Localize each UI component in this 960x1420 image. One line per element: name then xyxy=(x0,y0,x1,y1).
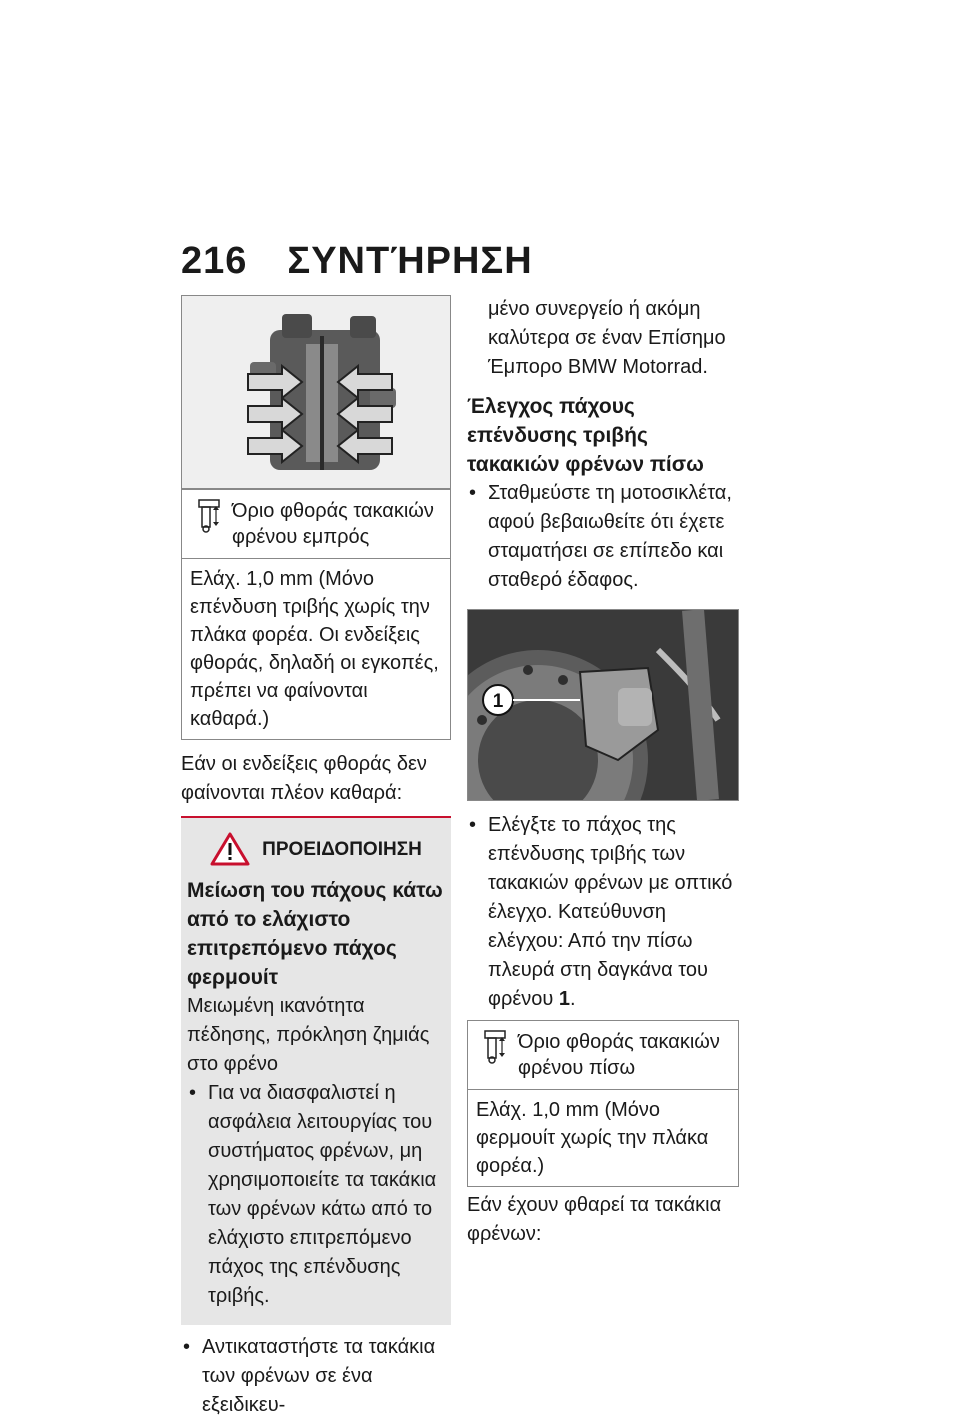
right-column xyxy=(467,295,739,1249)
figure-callout-1: 1 xyxy=(492,691,504,712)
warning-heading: Μείωση του πάχους κάτω από το ελάχιστο επιτρεπόμενο πάχος φερμουίτ xyxy=(187,879,443,989)
front-caliper-figure xyxy=(181,295,451,489)
front-wear-limit-box xyxy=(181,489,451,740)
rear-wear-limit-box xyxy=(467,1020,739,1187)
right-after-spec-text: Εάν έχουν φθαρεί τα τακάκια φρένων: xyxy=(467,1194,722,1245)
replace-pads-bullet: • Αντικαταστήστε τα τακάκια των φρένων σε ένα εξειδικευ- xyxy=(181,1333,451,1420)
check-thickness-bullet: • Ελέγξτε το πάχος της επένδυσης τριβής των τακακιών φρένων με οπτικό έλεγχο. Κατεύθυνση ελέγχου: Από την πίσω πλευρά στη δαγκάνα του φρένου 1. xyxy=(467,811,739,1014)
check-ref-number: 1 xyxy=(558,988,571,1010)
chapter-title: ΣΥΝΤΉΡΗΣΗ xyxy=(287,240,533,282)
rear-section-heading: Έλεγχος πάχους επένδυσης τριβής τακακιών φρένων πίσω xyxy=(467,395,704,476)
warning-triangle-icon xyxy=(210,832,250,866)
rear-caliper-photo xyxy=(468,610,738,800)
wear-gauge-icon xyxy=(482,1029,508,1065)
rear-wear-limit-label: Όριο φθοράς τακακιών φρένου πίσω xyxy=(518,1031,720,1079)
front-wear-limit-value: Ελάχ. 1,0 mm (Μόνο επένδυση τριβής χωρίς την πλάκα φορέα. Οι ενδείξεις φθοράς, δηλαδή οι εγκοπές, πρέπει να φαίνονται καθαρά.) xyxy=(190,568,439,730)
warning-box xyxy=(181,816,451,1325)
wear-gauge-icon xyxy=(196,498,222,534)
rear-caliper-figure xyxy=(467,609,739,801)
front-wear-limit-label: Όριο φθοράς τακακιών φρένου εμπρός xyxy=(232,500,434,548)
page-number: 216 xyxy=(181,240,248,282)
rear-wear-limit-value: Ελάχ. 1,0 mm (Μόνο φερμουίτ χωρίς την πλάκα φορέα.) xyxy=(476,1099,709,1177)
left-column xyxy=(181,295,451,1420)
front-caliper-illustration xyxy=(182,296,450,488)
park-bullet: • Σταθμεύστε τη μοτοσικλέτα, αφού βεβαιωθείτε ότι έχετε σταματήσει σε επίπεδο και σταθερό έδαφος. xyxy=(467,479,739,595)
replace-pads-continued: μένο συνεργείο ή ακόμη καλύτερα σε έναν Επίσημο Έμπορο BMW Motorrad. xyxy=(488,298,726,378)
left-after-spec-text: Εάν οι ενδείξεις φθοράς δεν φαίνονται πλέον καθαρά: xyxy=(181,753,427,804)
warning-bullet: • Για να διασφαλιστεί η ασφάλεια λειτουργίας του συστήματος φρένων, μη χρησιμοποιείτε τα τακάκια των φρένων κάτω από το ελάχιστο επιτρεπόμενο πάχος της επένδυσης τριβής. xyxy=(187,1079,445,1311)
warning-label: ΠΡΟΕΙΔΟΠΟΙΗΣΗ xyxy=(262,838,422,860)
warning-text: Μειωμένη ικανότητα πέδησης, πρόκληση ζημιάς στο φρένο xyxy=(187,995,430,1075)
page-header xyxy=(181,240,533,283)
